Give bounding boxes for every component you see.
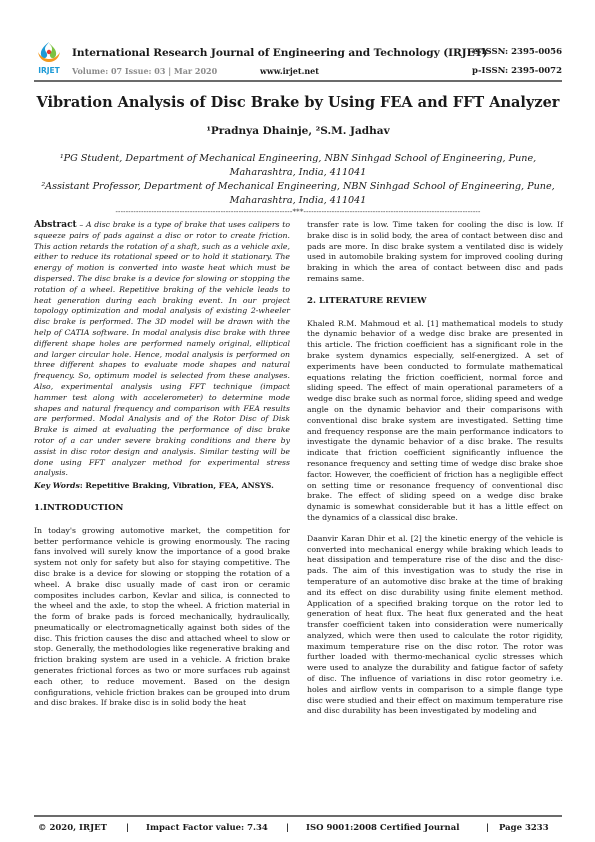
paper-authors: ¹Pradnya Dhainje, ²S.M. Jadhav xyxy=(206,125,390,137)
journal-logo-icon xyxy=(34,40,64,76)
journal-header xyxy=(34,40,562,80)
abstract-dash: – xyxy=(76,220,86,229)
introduction-continued: transfer rate is low. Time taken for cooling the disc is low. If brake disc is in solid body, the area of contact between disc and pads are more. In disc brake system a ventilated disc is widely used in automobile braking system for improved cooling during braking in which the area of contact between disc and pads remains same. xyxy=(307,220,563,283)
abstract xyxy=(34,220,290,479)
introduction-heading: 1.INTRODUCTION xyxy=(34,502,124,513)
keywords xyxy=(34,481,290,492)
left-column xyxy=(34,220,290,709)
footer-separator: | xyxy=(126,823,130,833)
svg-text:IRJET: IRJET xyxy=(38,66,60,75)
literature-paragraph-2: Daanvir Karan Dhir et al. [2] the kinetic energy of the vehicle is converted into mechanical energy while braking which leads to heat dissipation and temperature rise of the disc and the disc-pads. The aim of this investigation was to study the rise in temperature of an automotive disc brake at the time of braking and its effect on disc durability using finite element method. Application of a specified braking torque on the rotor led to generation of heat flux. The heat flux generated and the heat transfer coefficient taken into consideration were numerically analyzed, which were then used to calculate the rotor rigidity, maximum temperature rise on the disc rotor. The rotor was further loaded with thermo-mechanical cyclic stresses which were used to analyze the durability and fatigue factor of safety of disc. The influence of variations in disc rotor geometry i.e. holes and airflow vents in comparison to a simple flange type disc were studied and their effect on maximum temperature rise and disc durability has been investigated by modeling and xyxy=(307,533,563,716)
paper-title: Vibration Analysis of Disc Brake by Using FEA and FFT Analyzer xyxy=(36,94,560,111)
introduction-text: In today's growing automotive market, the competition for better performance vehicle is growing enormously. The racing fans involved will surely know the importance of a good brake system not only for safety but also for staying competitive. The disc brake is a device for slowing or stopping the rotation of a wheel. A brake disc usually made of cast iron or ceramic composites includes carbon, Kevlar and silica, is connected to the wheel and the axle, to stop the wheel. A friction material in the form of brake pads is forced mechanically, hydraulically, pneumatically or electromagnetically against both sides of the disc. This friction causes the disc and attached wheel to slow or stop. Generally, the methodologies like regenerative braking and friction braking system are used in a vehicle. A friction brake generates frictional forces as two or more surfaces rub against each other, to reduce movement. Based on the design configurations, vehicle friction brakes can be grouped into drum and disc brakes. If brake disc is in solid body the heat xyxy=(34,525,290,708)
abstract-text: A disc brake is a type of brake that uses calipers to squeeze pairs of pads against a disc or rotor to create friction. This action retards the rotation of a shaft, such as a vehicle axle, either to reduce its rotational speed or to hold it stationary. The energy of motion is converted into waste heat which must be dispersed. The disc brake is a device for slowing or stopping the rotation of a wheel. Repetitive braking of the vehicle leads to heat generation during each braking event. In our project topology optimization and modal analysis of existing 2-wheeler disc brake is performed. The 3D model will be drawn with the help of CATIA software. In modal analysis disc brake with three different shape holes are performed namely original, elliptical and larger circular hole. Hence, modal analysis is performed on three different shapes to evaluate mode shapes and natural frequency. So, optimum model is selected from these analyses. Also, experimental analysis using FFT technique (impact hammer test along with accelerometer) to determine mode shapes and natural frequency and comparison with FEA results are performed. Modal Analysis and of the Rotor Disc of Disk Brake is aimed at evaluating the performance of disc brake rotor of a car under severe braking conditions and there by assist in disc rotor design and analysis. Similar testing will be done using FFT analyzer method for experimental stress analysis. xyxy=(34,220,290,478)
affiliation-2: ²Assistant Professor, Department of Mechanical Engineering, NBN Sinhgad School of Engineering, Pune, Maharashtra, India, 411041 xyxy=(41,181,555,206)
volume-issue: Volume: 07 Issue: 03 | Mar 2020 xyxy=(72,66,218,76)
journal-website: www.irjet.net xyxy=(260,66,319,76)
right-column xyxy=(307,220,563,717)
footer-impact-factor: Impact Factor value: 7.34 xyxy=(146,823,268,833)
journal-title: International Research Journal of Engineering and Technology (IRJET) xyxy=(72,47,488,59)
footer-separator: | xyxy=(286,823,290,833)
e-issn: e-ISSN: 2395-0056 xyxy=(472,47,562,57)
keywords-label: Key Words xyxy=(34,481,80,491)
literature-review-heading: 2. LITERATURE REVIEW xyxy=(307,295,427,306)
abstract-label: Abstract xyxy=(34,220,77,230)
footer-separator: | xyxy=(486,823,490,833)
keywords-list: : Repetitive Braking, Vibration, FEA, ANSYS. xyxy=(79,481,274,491)
footer-copyright: © 2020, IRJET xyxy=(38,823,107,833)
literature-paragraph-1: Khaled R.M. Mahmoud et al. [1] mathematical models to study the dynamic behavior of a wedge disc brake are presented in this article. The friction coefficient has a significant role in the brake system dynamics especially, self-energized. A set of experiments have been conducted to formulate mathematical equations relating the friction coefficient, normal force and sliding speed. The effect of main operational parameters of a wedge disc brake such as normal force, sliding speed and wedge angle on the dynamic behavior and their comparisons with conventional disc brake system are investigated. Setting time and frequency response are the main performance indicators to investigate the dynamic behavior of a disc brake. The results indicate that friction coefficient significantly influence the resonance frequency and setting time of wedge disc brake shoe factor. However, the coefficient of friction has a negligible effect on setting time or resonance frequency of conventional disc brake. The effect of sliding speed on a wedge disc brake dynamic is somewhat considerable but it has a little effect on the dynamics of a classical disc brake. xyxy=(307,318,563,522)
footer-rule xyxy=(34,815,562,817)
p-issn: p-ISSN: 2395-0072 xyxy=(472,66,562,76)
affiliation-1: ¹PG Student, Department of Mechanical Engineering, NBN Sinhgad School of Engineering, Pune, Maharashtra, India, 411041 xyxy=(59,153,537,178)
header-rule xyxy=(34,80,562,82)
section-separator: ---------------------------------------------------------------------***--------------------------------------------------------------------- xyxy=(115,208,481,216)
footer-page-number: Page 3233 xyxy=(499,823,549,833)
irjet-logo xyxy=(34,40,64,76)
footer-iso: ISO 9001:2008 Certified Journal xyxy=(306,823,460,833)
